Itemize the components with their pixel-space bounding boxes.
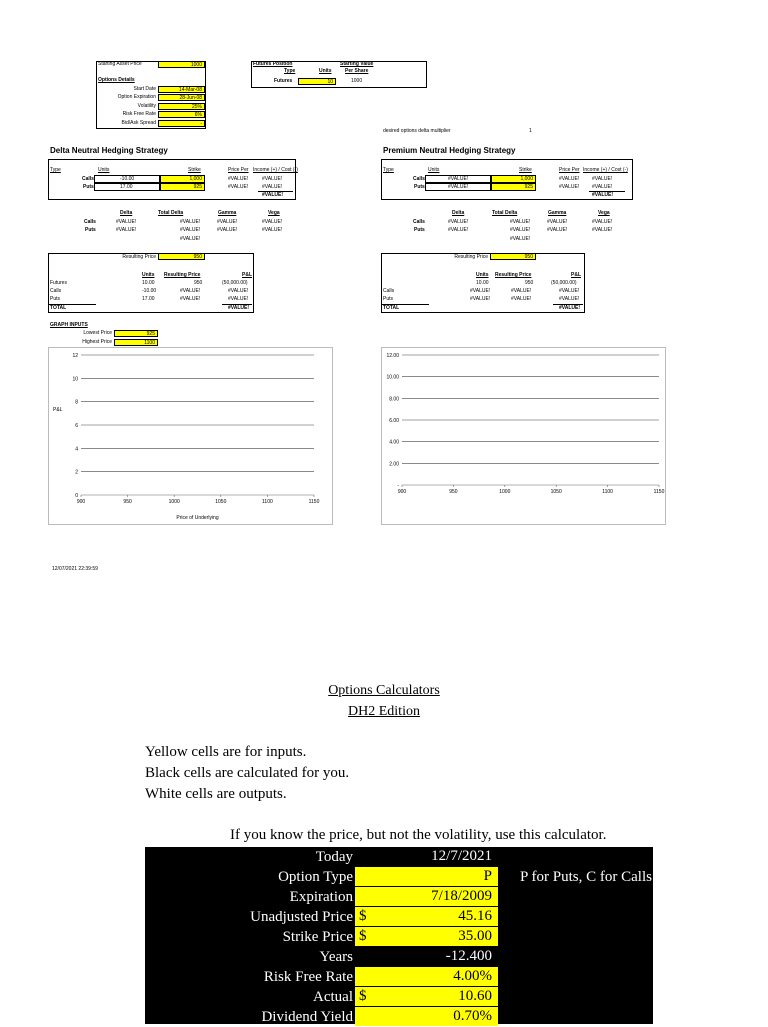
delta-h-price-per: Price Per [228, 167, 249, 173]
delta-h-income: Income (+) / Cost (-) [253, 167, 298, 173]
calc-row-actual [145, 987, 653, 1007]
type-label: Type [284, 68, 296, 74]
futures-position-label: Futures Position [253, 61, 293, 67]
premium-g-puts-total: #VALUE! [510, 227, 531, 233]
y-tick-label: 2.00 [389, 461, 399, 468]
risk-free-rate-input[interactable]: 6% [158, 111, 205, 118]
legend-white: White cells are outputs. [145, 786, 287, 802]
premium-g-calls-vega: #VALUE! [592, 219, 613, 225]
starting-asset-price-label: Starting Asset Price [98, 61, 142, 67]
premium-calls-strike-input[interactable]: 1,000 [491, 175, 536, 183]
delta-pl-chart [49, 348, 334, 526]
premium-g-gamma: Gamma [548, 210, 567, 216]
calc-intro: If you know the price, but not the volatility, use this calculator. [230, 827, 607, 843]
option-type-input[interactable]: P [355, 867, 498, 886]
premium-r-units: Units [476, 272, 489, 278]
y-tick-label: 0 [75, 493, 78, 499]
highest-price-input[interactable]: 1100 [114, 339, 158, 346]
delta-r-total: TOTAL [50, 305, 67, 311]
lowest-price-label: Lowest Price [83, 330, 112, 336]
y-tick-label: 2 [75, 469, 78, 476]
delta-g-vega: Vega [268, 210, 280, 216]
option-expiration-input[interactable]: 28-Jun-08 [158, 94, 205, 101]
legend-black: Black cells are calculated for you. [145, 765, 350, 781]
bid-ask-spread-input[interactable]: - [158, 120, 205, 127]
premium-r-puts-pl: #VALUE! [559, 296, 580, 302]
delta-h-type: Type [50, 167, 61, 173]
premium-resulting-price-label: Resulting Price [454, 254, 488, 260]
delta-chart-frame [48, 347, 333, 525]
premium-chart-frame [381, 347, 666, 525]
dividend-yield-input[interactable]: 0.70% [355, 1007, 498, 1026]
delta-g-puts: Puts [85, 227, 96, 233]
units-label: Units [319, 68, 332, 74]
today-value: 12/7/2021 [355, 847, 498, 866]
premium-h-units: Units [428, 167, 440, 173]
delta-g-puts-delta: #VALUE! [116, 227, 137, 233]
delta-puts-label: Puts [83, 184, 94, 190]
delta-puts-units: 17.00 [120, 184, 133, 190]
calc-title: Options Calculators [328, 683, 440, 698]
delta-r-puts-pl: #VALUE! [228, 296, 249, 302]
delta-g-puts-vega: #VALUE! [262, 227, 283, 233]
futures-label: Futures [274, 78, 293, 84]
x-tick-label: 1150 [653, 489, 665, 495]
delta-r-calls-units: -10.00 [142, 288, 157, 294]
delta-r-puts-units: 17.00 [142, 296, 155, 302]
calc-row-strike [145, 927, 653, 947]
premium-g-puts-delta: #VALUE! [448, 227, 469, 233]
delta-r-calls: Calls [50, 288, 62, 294]
delta-r-puts: Puts [50, 296, 61, 302]
premium-resulting-price-input[interactable]: 950 [490, 253, 536, 260]
delta-calls-price: #VALUE! [228, 176, 249, 182]
delta-r-total-pl: #VALUE! [228, 305, 250, 311]
premium-r-resulting-price: Resulting Price [495, 272, 532, 278]
unadjusted-price-label: Unadjusted Price [250, 909, 353, 925]
premium-r-futures-price: 950 [525, 280, 534, 286]
x-tick-label: 1000 [499, 489, 511, 495]
delta-resulting-price-input[interactable]: 950 [158, 253, 205, 260]
years-value: -12.400 [355, 947, 498, 966]
options-details-label: Options Details [98, 77, 135, 83]
y-tick-label: 6.00 [389, 418, 399, 424]
calc-row-rfr [145, 967, 653, 987]
premium-g-vega: Vega [598, 210, 610, 216]
y-tick-label: 12.00 [386, 353, 399, 359]
y-tick-label: 10.00 [386, 374, 399, 381]
years-label: Years [319, 949, 353, 965]
premium-r-puts-price: #VALUE! [511, 296, 532, 302]
premium-h-income: Income (+) / Cost (-) [583, 167, 628, 173]
x-tick-label: 1000 [168, 499, 180, 505]
premium-g-delta: Delta [452, 210, 465, 216]
calc-row-option-type [145, 867, 653, 887]
delta-r-pl: P&L [242, 272, 252, 278]
actual-input[interactable] [355, 987, 498, 1006]
delta-title: Delta Neutral Hedging Strategy [50, 146, 168, 155]
y-tick-label: 8.00 [389, 396, 399, 403]
premium-g-calls-total: #VALUE! [510, 219, 531, 225]
calc-row-dividend [145, 1007, 653, 1027]
premium-h-strike: Strike [519, 167, 532, 173]
volatility-input[interactable]: 25% [158, 103, 205, 110]
delta-g-calls-gamma: #VALUE! [217, 219, 238, 225]
start-date-input[interactable]: 14-Mar-08 [158, 86, 205, 93]
delta-calls-income: #VALUE! [262, 176, 283, 182]
y-tick-label: 10 [72, 376, 78, 383]
starting-value-label: Starting Value [340, 61, 374, 67]
delta-calls-strike-input[interactable]: 1,000 [160, 175, 205, 183]
calc-rfr-input[interactable]: 4.00% [355, 967, 498, 986]
y-tick-label: - [397, 483, 399, 489]
strike-price-input[interactable] [355, 927, 498, 946]
delta-puts-income: #VALUE! [262, 184, 283, 190]
premium-pl-chart [382, 348, 667, 526]
volatility-label: Volatility [137, 103, 156, 109]
delta-g-calls: Calls [84, 219, 96, 225]
delta-g-total-delta: Total Delta [158, 210, 184, 216]
premium-calls-label: Calls [413, 176, 425, 182]
option-expiration-label: Option Expiration [117, 94, 156, 100]
y-tick-label: 4.00 [389, 439, 399, 446]
premium-r-calls: Calls [383, 288, 395, 294]
delta-calls-label: Calls [82, 176, 94, 182]
premium-calls-price: #VALUE! [559, 176, 580, 182]
y-tick-label: 12 [72, 353, 78, 359]
per-share-label: Per Share [345, 68, 369, 74]
unadjusted-price-input[interactable] [355, 907, 498, 926]
premium-h-type: Type [383, 167, 394, 173]
x-tick-label: 900 [76, 499, 86, 505]
delta-g-gamma: Gamma [218, 210, 237, 216]
premium-r-puts-units: #VALUE! [470, 296, 491, 302]
x-tick-label: 1100 [262, 499, 273, 505]
delta-income-total: #VALUE! [262, 192, 284, 198]
delta-r-puts-price: #VALUE! [180, 296, 201, 302]
bid-ask-spread-label: Bid/Ask Spread [121, 120, 156, 126]
y-tick-label: 4 [75, 446, 78, 453]
desired-multiplier-value: 1 [529, 128, 532, 134]
delta-r-units: Units [142, 272, 155, 278]
today-label: Today [315, 849, 353, 865]
premium-puts-units: #VALUE! [448, 184, 469, 190]
delta-g-calls-vega: #VALUE! [262, 219, 283, 225]
highest-price-label: Highest Price [82, 339, 112, 345]
y-tick-label: 6 [75, 423, 78, 429]
premium-r-total: TOTAL [383, 305, 400, 311]
delta-r-calls-price: #VALUE! [180, 288, 201, 294]
x-tick-label: 950 [123, 499, 132, 505]
delta-calls-units: -10.00 [120, 176, 135, 182]
delta-h-units: Units [98, 167, 110, 173]
premium-h-price-per: Price Per [559, 167, 580, 173]
delta-r-futures-pl: (50,000.00) [222, 280, 248, 286]
delta-g-delta: Delta [120, 210, 133, 216]
delta-resulting-price-label: Resulting Price [122, 254, 156, 260]
dollar-sign: $ [359, 988, 367, 1004]
delta-r-resulting-price: Resulting Price [164, 272, 201, 278]
delta-r-calls-pl: #VALUE! [228, 288, 249, 294]
dollar-sign: $ [359, 908, 367, 924]
premium-r-pl: P&L [571, 272, 581, 278]
premium-title: Premium Neutral Hedging Strategy [383, 146, 516, 155]
delta-g-total: #VALUE! [180, 236, 201, 242]
premium-g-total: #VALUE! [510, 236, 531, 242]
premium-g-calls-delta: #VALUE! [448, 219, 469, 225]
premium-g-total-delta: Total Delta [492, 210, 518, 216]
x-tick-label: 1050 [215, 499, 227, 505]
premium-calls-income: #VALUE! [592, 176, 613, 182]
implied-vol-calculator [145, 847, 653, 1024]
dollar-sign: $ [359, 928, 367, 944]
premium-puts-strike-input[interactable]: 925 [491, 183, 536, 191]
delta-r-futures-units: 10.00 [142, 280, 155, 286]
delta-puts-price: #VALUE! [228, 184, 249, 190]
calc-row-expiration [145, 887, 653, 907]
premium-puts-price: #VALUE! [559, 184, 580, 190]
x-tick-label: 1100 [602, 489, 613, 495]
premium-g-puts-vega: #VALUE! [592, 227, 613, 233]
actual-value: 10.60 [458, 988, 492, 1004]
strike-price-value: 35.00 [458, 928, 492, 944]
legend-yellow: Yellow cells are for inputs. [145, 744, 307, 760]
calc-row-today [145, 847, 653, 867]
delta-puts-strike-input[interactable]: 925 [160, 183, 205, 191]
x-tick-label: 1050 [550, 489, 562, 495]
print-timestamp: 12/07/2021 22:39:59 [52, 566, 98, 572]
starting-asset-price-input[interactable]: 1000 [158, 61, 205, 68]
premium-g-calls-gamma: #VALUE! [547, 219, 568, 225]
premium-r-calls-units: #VALUE! [470, 288, 491, 294]
calc-subtitle: DH2 Edition [348, 704, 420, 719]
start-date-label: Start Date [133, 86, 156, 92]
delta-h-strike: Strike [188, 167, 201, 173]
premium-g-puts-gamma: #VALUE! [547, 227, 568, 233]
option-type-note: P for Puts, C for Calls [520, 869, 652, 885]
premium-calls-units: #VALUE! [448, 176, 469, 182]
option-type-label: Option Type [278, 869, 353, 885]
premium-r-calls-price: #VALUE! [511, 288, 532, 294]
x-axis-label: Price of Underlying [176, 515, 219, 521]
calc-row-years [145, 947, 653, 967]
actual-label: Actual [313, 989, 353, 1005]
strike-price-label: Strike Price [282, 929, 353, 945]
premium-puts-income: #VALUE! [592, 184, 613, 190]
lowest-price-input[interactable]: 925 [114, 330, 158, 337]
premium-g-calls: Calls [413, 219, 425, 225]
premium-g-puts: Puts [414, 227, 425, 233]
desired-multiplier-label: desired options delta multiplier [383, 128, 451, 134]
delta-g-puts-gamma: #VALUE! [217, 227, 238, 233]
premium-puts-label: Puts [414, 184, 425, 190]
premium-income-total: #VALUE! [592, 192, 614, 198]
dividend-yield-label: Dividend Yield [261, 1009, 353, 1025]
premium-r-futures-pl: (50,000.00) [551, 280, 577, 286]
risk-free-rate-label: Risk Free Rate [122, 111, 156, 117]
calc-row-unadjusted [145, 907, 653, 927]
x-tick-label: 1150 [308, 499, 320, 505]
x-tick-label: 900 [397, 489, 407, 495]
expiration-input[interactable]: 7/18/2009 [355, 887, 498, 906]
futures-per-share: 1000 [351, 78, 363, 84]
graph-inputs-title: GRAPH INPUTS [50, 322, 88, 328]
delta-r-futures: Futures [50, 280, 67, 286]
premium-r-futures-units: 10.00 [476, 280, 489, 286]
futures-units-input[interactable]: 10 [298, 78, 336, 85]
delta-g-puts-total: #VALUE! [180, 227, 201, 233]
calc-rfr-label: Risk Free Rate [263, 969, 353, 985]
y-tick-label: 8 [75, 399, 78, 406]
premium-r-total-pl: #VALUE! [559, 305, 581, 311]
unadjusted-price-value: 45.16 [458, 908, 492, 924]
y-axis-label: P&L [53, 407, 63, 413]
delta-g-calls-total: #VALUE! [180, 219, 201, 225]
delta-g-calls-delta: #VALUE! [116, 219, 137, 225]
expiration-label: Expiration [289, 889, 353, 905]
x-tick-label: 950 [449, 489, 458, 495]
premium-r-puts: Puts [383, 296, 394, 302]
delta-r-futures-price: 950 [194, 280, 203, 286]
premium-r-calls-pl: #VALUE! [559, 288, 580, 294]
